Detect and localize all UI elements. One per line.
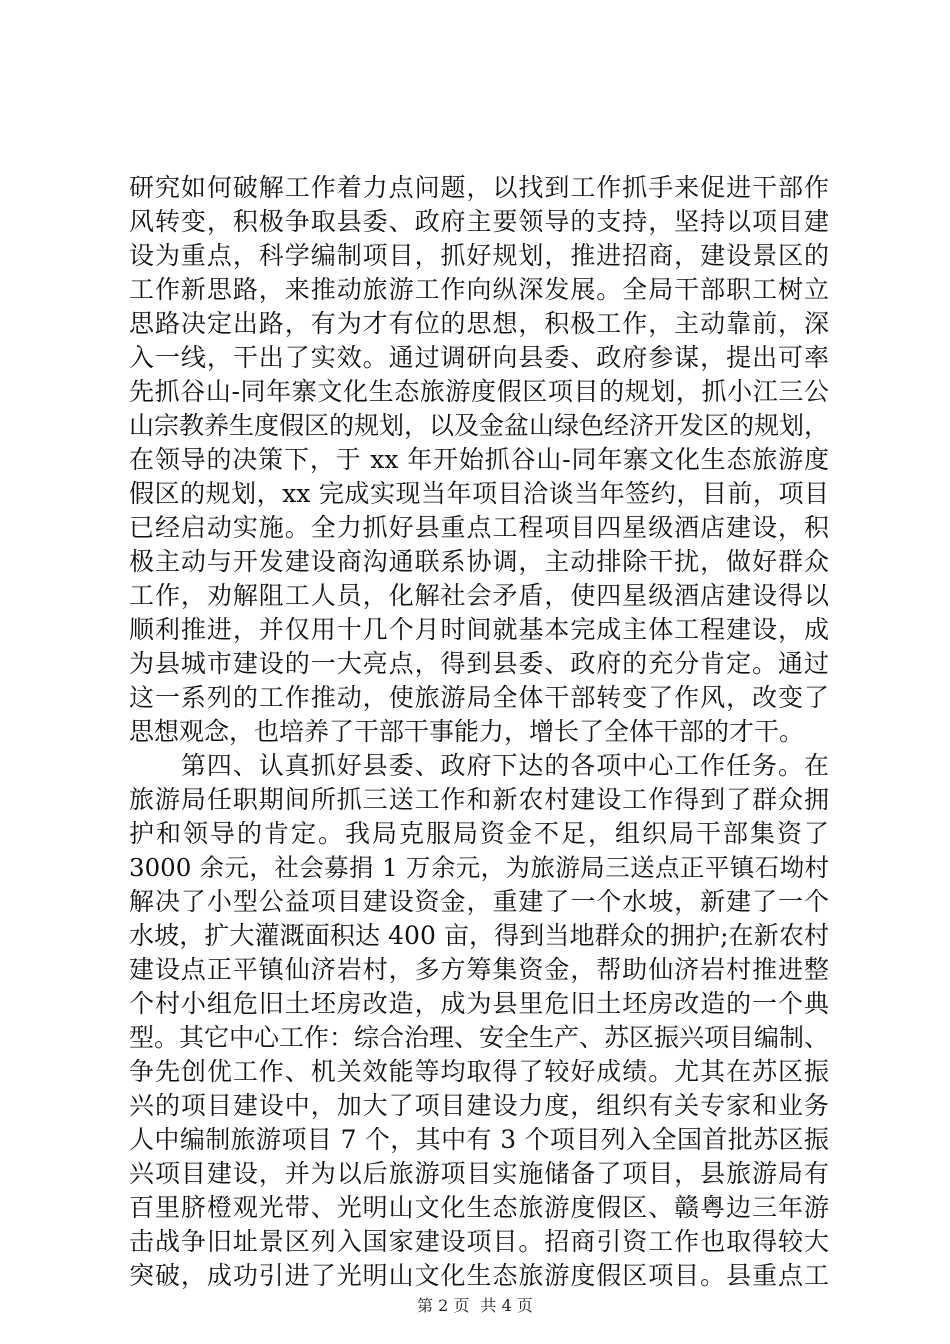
text-line: 入一线，干出了实效。通过调研向县委、政府参谋，提出可率 xyxy=(129,343,829,372)
text-line: 为县城市建设的一大亮点，得到县委、政府的充分肯定。通过 xyxy=(129,649,829,678)
text-line: 顺利推进，并仅用十几个月时间就基本完成主体工程建设，成 xyxy=(129,615,829,644)
text-line: 山宗教养生度假区的规划，以及金盆山绿色经济开发区的规划， xyxy=(129,411,830,440)
text-line: 假区的规划，xx 完成实现当年项目洽谈当年签约，目前，项目 xyxy=(129,479,829,508)
text-line: 兴项目建设，并为以后旅游项目实施储备了项目，县旅游局有 xyxy=(129,1159,829,1188)
text-line: 水坡，扩大灌溉面积达 400 亩，得到当地群众的拥护;在新农村 xyxy=(129,921,829,950)
text-line: 极主动与开发建设商沟通联系协调，主动排除干扰，做好群众 xyxy=(129,547,829,576)
text-line: 击战争旧址景区列入国家建设项目。招商引资工作也取得较大 xyxy=(129,1227,829,1256)
text-line: 争先创优工作、机关效能等均取得了较好成绩。尤其在苏区振 xyxy=(129,1057,829,1086)
text-line: 3000 余元，社会募捐 1 万余元，为旅游局三送点正平镇石坳村 xyxy=(129,853,829,882)
text-line: 护和领导的肯定。我局克服局资金不足，组织局干部集资了 xyxy=(129,819,829,848)
text-line: 个村小组危旧土坯房改造，成为县里危旧土坯房改造的一个典 xyxy=(129,989,829,1018)
text-line: 解决了小型公益项目建设资金，重建了一个水坡，新建了一个 xyxy=(129,887,829,916)
page-total: 共 4 页 xyxy=(480,1296,533,1315)
text-line: 工作新思路，来推动旅游工作向纵深发展。全局干部职工树立 xyxy=(129,275,829,304)
text-line: 兴的项目建设中，加大了项目建设力度，组织有关专家和业务 xyxy=(129,1091,829,1120)
text-line: 先抓谷山-同年寨文化生态旅游度假区项目的规划，抓小江三公 xyxy=(129,377,829,406)
text-line: 研究如何破解工作着力点问题，以找到工作抓手来促进干部作 xyxy=(129,173,829,202)
text-line: 思想观念，也培养了干部干事能力，增长了全体干部的才干。 xyxy=(129,717,805,746)
text-line: 已经启动实施。全力抓好县重点工程项目四星级酒店建设，积 xyxy=(129,513,829,542)
page-footer xyxy=(0,1296,950,1316)
text-line: 百里脐橙观光带、光明山文化生态旅游度假区、赣粤边三年游 xyxy=(129,1193,829,1222)
body-text xyxy=(129,171,829,1293)
text-line: 设为重点，科学编制项目，抓好规划，推进招商，建设景区的 xyxy=(129,241,829,270)
page-number: 第 2 页 xyxy=(417,1296,470,1315)
text-line: 在领导的决策下，于 xx 年开始抓谷山-同年寨文化生态旅游度 xyxy=(129,445,829,474)
text-line: 风转变，积极争取县委、政府主要领导的支持，坚持以项目建 xyxy=(129,207,829,236)
text-line: 人中编制旅游项目 7 个，其中有 3 个项目列入全国首批苏区振 xyxy=(129,1125,829,1154)
text-line: 第四、认真抓好县委、政府下达的各项中心工作任务。在 xyxy=(129,751,829,780)
text-line: 思路决定出路，有为才有位的思想，积极工作，主动靠前，深 xyxy=(129,309,829,338)
text-line: 这一系列的工作推动，使旅游局全体干部转变了作风，改变了 xyxy=(129,683,829,712)
text-line: 型。其它中心工作：综合治理、安全生产、苏区振兴项目编制、 xyxy=(129,1023,830,1052)
text-line: 建设点正平镇仙济岩村，多方筹集资金，帮助仙济岩村推进整 xyxy=(129,955,829,984)
text-line: 旅游局任职期间所抓三送工作和新农村建设工作得到了群众拥 xyxy=(129,785,829,814)
text-line: 工作，劝解阻工人员，化解社会矛盾，使四星级酒店建设得以 xyxy=(129,581,829,610)
text-line: 突破，成功引进了光明山文化生态旅游度假区项目。县重点工 xyxy=(129,1261,829,1290)
